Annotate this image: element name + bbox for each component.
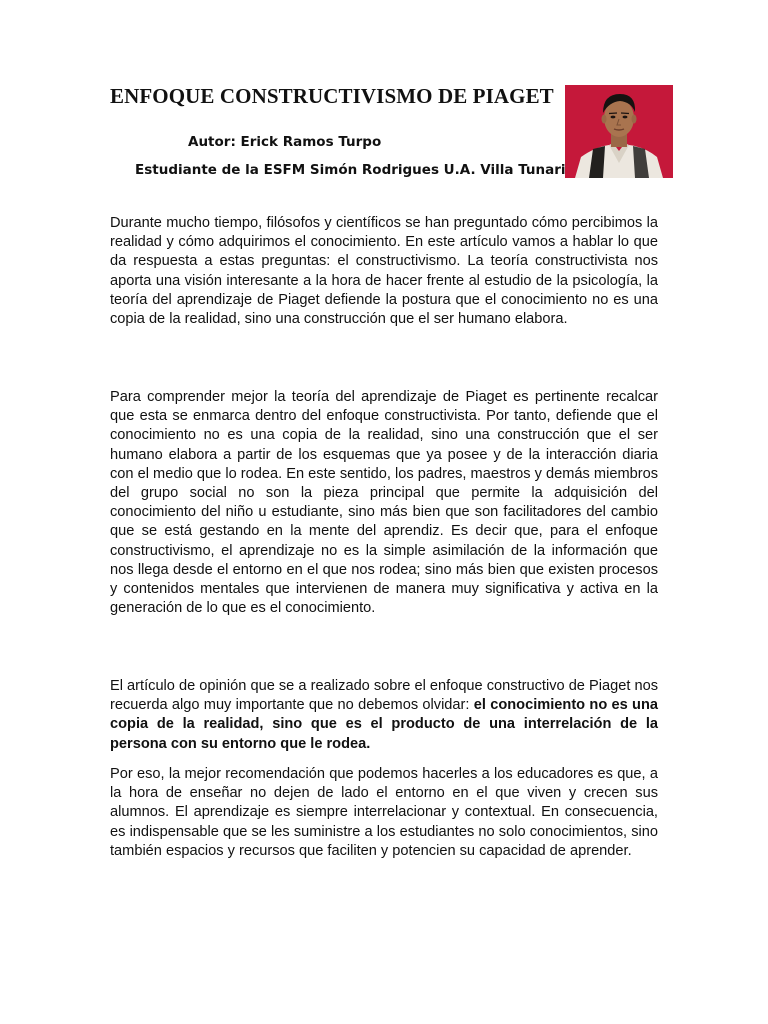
author-line: Autor: Erick Ramos Turpo xyxy=(188,134,382,150)
opinion-emphasis-text: el conocimiento no es una copia de la realidad, sino que es el producto de una interrelación de la persona con su entorno que le rodea. xyxy=(110,697,659,752)
paragraph-closing: Por eso, la mejor recomendación que podemos hacerles a los educadores es que, a la hora de enseñar no dejen de lado el entorno en el que viven y crecen sus alumnos. El aprendizaje es siempre interrelacionar y contextual. En consecuencia, es indispensable que se les suministre a los estudiantes no solo conocimientos, sino también espacios y recursos que faciliten y potencien su capacidad de aprender. xyxy=(110,766,658,859)
paragraph-opinion xyxy=(110,677,658,754)
opinion-intro-text: El artículo de opinión que se a realizado sobre el enfoque constructivo de Piaget nos recuerda algo muy importante que no debemos olvidar: xyxy=(110,678,658,714)
paragraph-intro: Durante mucho tiempo, filósofos y científicos se han preguntado cómo percibimos la realidad y cómo adquirimos el conocimiento. En este artículo vamos a hablar lo que da respuesta a estas preguntas: el constructivismo. La teoría constructivista nos aporta una visión interesante a la hora de hacer frente al estudio de la psicología, la teoría del aprendizaje de Piaget defiende la postura que el conocimiento no es una copia de la realidad, sino una construcción que el ser humano elabora. xyxy=(110,215,658,328)
institution-line: Estudiante de la ESFM Simón Rodrigues U.A. Villa Tunari xyxy=(135,162,566,178)
portrait-icon xyxy=(565,85,673,178)
document-title: ENFOQUE CONSTRUCTIVISMO DE PIAGET xyxy=(110,84,554,108)
paragraph-theory: Para comprender mejor la teoría del aprendizaje de Piaget es pertinente recalcar que esta se enmarca dentro del enfoque constructivista. Por tanto, defiende que el conocimiento no es una copia de la realidad, sino una construcción que el ser humano elabora a partir de los esquemas que ya posee y de la interacción diaria con el medio que lo rodea. En este sentido, los padres, maestros y demás miembros del grupo social no son la pieza principal que permite la adquisición del conocimiento del niño u estudiante, sino más bien que son facilitadores del cambio que se está gestando en la mente del aprendiz. Es decir que, para el enfoque constructivismo, el aprendizaje no es la simple asimilación de la información que nos llega desde el entorno en el que nos rodea; sino más bien que existen procesos y contenidos mentales que intervienen de manera muy significativa y activa en la generación de lo que es el conocimiento. xyxy=(110,389,658,617)
author-photo xyxy=(565,85,673,178)
